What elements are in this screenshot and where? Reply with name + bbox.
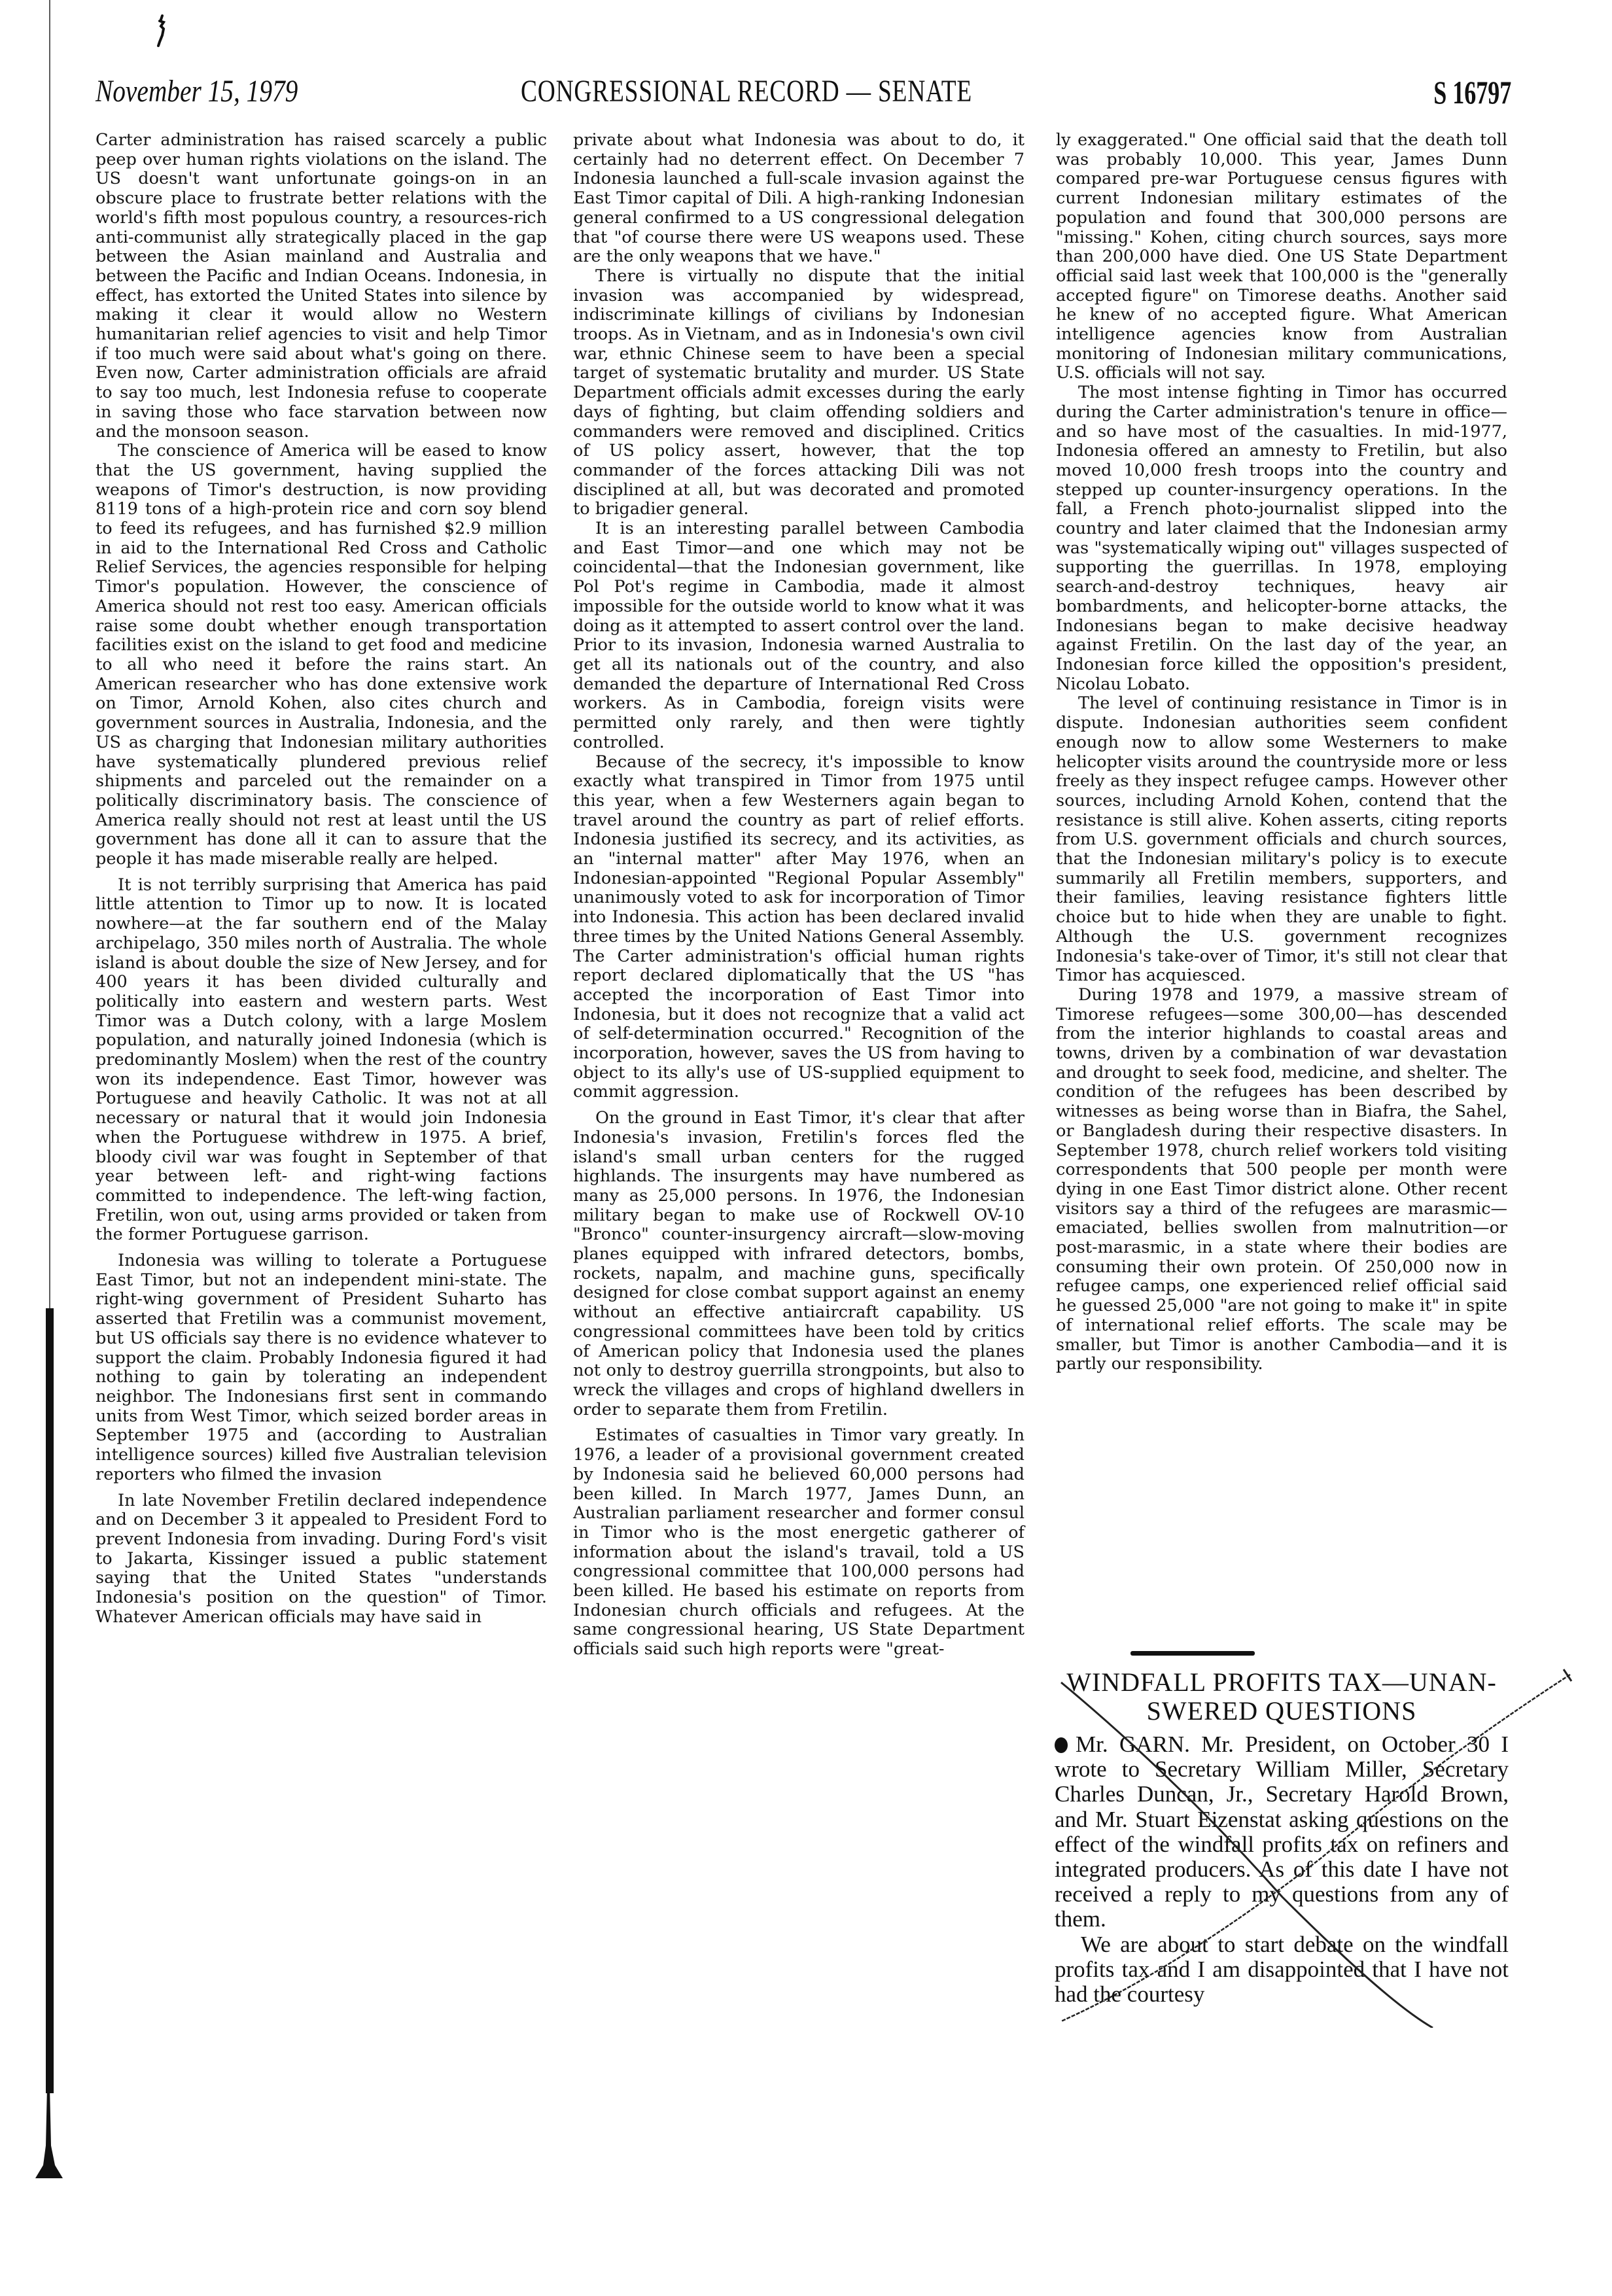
paragraph: In late November Fretilin declared independence and on December 3 it appealed to President Ford to prevent Indonesia from invading. During Ford's visit to Jakarta, Kissinger issued a public statement saying that the United States "understands Indonesia's position on the question" of Timor. Whatever American officials may have said in — [96, 1490, 547, 1627]
header-publication-title: CONGRESSIONAL RECORD — SENATE — [521, 74, 972, 109]
section-separator-rule — [1130, 1651, 1255, 1656]
bullet-icon — [1055, 1737, 1068, 1753]
paragraph: On the ground in East Timor, it's clear that after Indonesia's invasion, Fretilin's forces fled the island's small urban centers for the rugged highlands. The insurgents may have numbered as many as 25,000 persons. In 1976, the Indonesian military began to make use of Rockwell OV-10 "Bronco" counter-insurgency aircraft—slow-moving planes equipped with infrared detectors, bombs, rockets, napalm, and machine guns, specifically designed for close combat support against an enemy without an effective antiaircraft capability. US congressional committees have been told by critics of American policy that Indonesia used the planes not only to destroy guerrilla strongpoints, but also to wreck the villages and crops of highland dwellers in order to separate them from Fretilin. — [573, 1108, 1025, 1419]
section-paragraph — [1055, 1732, 1509, 1932]
paragraph: Carter administration has raised scarcely a public peep over human rights violations on the island. The US doesn't want unfortunate goings-on in an obscure place to frustrate better relations with the world's fifth most populous country, a resources-rich anti-communist ally strategically placed in the gap between the Asian mainland and Australia and between the Pacific and Indian Oceans. Indonesia, in effect, has extorted the United States into silence by making it clear it would allow no Western humanitarian relief agencies to visit and help Timor if too much were said about what's going on there. Even now, Carter administration officials are afraid to say too much, lest Indonesia refuse to cooperate in saving those who face starvation between now and the monsoon season. — [96, 130, 547, 442]
margin-ink-mark-icon — [152, 13, 171, 52]
paragraph: It is an interesting parallel between Cambodia and East Timor—and one which may not be coincidental—that the Indonesian government, like Pol Pot's regime in Cambodia, made it almost impossible for the outside world to know what it was doing as it attempted to assert control over the land. Prior to its invasion, Indonesia warned Australia to get all its nationals out of the country, and also demanded the departure of International Red Cross workers. As in Cambodia, foreign visits were permitted only rarely, and then were tightly controlled. — [573, 519, 1025, 752]
paragraph: It is not terribly surprising that America has paid little attention to Timor up to now. It is located nowhere—at the far southern end of the Malay archipelago, 350 miles north of Australia. The whole island is about double the size of New Jersey, and for 400 years it has been divided culturally and politically into eastern and western parts. West Timor was a Dutch colony, with a large Moslem population, and naturally joined Indonesia (which is predominantly Moslem) when the rest of the country won its independence. East Timor, however was Portuguese and heavily Catholic. It was not at all necessary or natural that it would join Indonesia when the Portuguese withdrew in 1975. A brief, bloody civil war was fought in September of that year between left- and right-wing factions committed to independence. The left-wing faction, Fretilin, won out, using arms provided or taken from the former Portuguese garrison. — [96, 875, 547, 1245]
paragraph: There is virtually no dispute that the initial invasion was accompanied by widespread, indiscriminate killings of civilians by Indonesian troops. As in Vietnam, and as in Indonesia's own civil war, ethnic Chinese seem to have been a special target of systematic brutality and murder. US State Department officials admit excesses during the early days of fighting, but claim offending soldiers and commanders were removed and disciplined. Critics of US policy assert, however, that the top commander of the forces attacking Dili was not disciplined at all, but was decorated and promoted to brigadier general. — [573, 266, 1025, 519]
header-page-number: S 16797 — [1433, 74, 1511, 111]
section-paragraph — [1055, 1932, 1509, 2008]
paragraph: Indonesia was willing to tolerate a Portuguese East Timor, but not an independent mini-state. The right-wing government of President Suharto has asserted that Fretilin was a communist movement, but US officials say there is no evidence whatever to support the claim. Probably Indonesia figured it had nothing to gain by tolerating an independent neighbor. The Indonesians first sent in commando units from West Timor, which seized border areas in September 1975 and (according to Australian intelligence sources) killed five Australian television reporters who filmed the invasion — [96, 1251, 547, 1484]
text-column-middle — [573, 131, 1025, 1660]
binding-edge-mark-icon — [29, 2087, 68, 2185]
paragraph: private about what Indonesia was about to do, it certainly had no deterrent effect. On December 7 Indonesia launched a full-scale invasion against the East Timor capital of Dili. A high-ranking Indonesian general confirmed to a US congressional delegation that "of course there were US weapons used. These are the only weapons that we have." — [573, 130, 1025, 267]
text-column-left — [96, 131, 547, 1627]
paragraph: During 1978 and 1979, a massive stream of Timorese refugees—some 300,00—has descended from the interior highlands to coastal areas and towns, driven by a combination of war devastation and drought to seek food, medicine, and shelter. The condition of the refugees has been described by witnesses as being worse than in Biafra, the Sahel, or Bangladesh during their respective disasters. In September 1978, church relief workers told visiting correspondents that 500 people per month were dying in one East Timor district alone. Other recent visitors say a third of the refugees are marasmic—emaciated, bellies swollen from malnutrition—or post-marasmic, in a state where their bodies are consuming their own protein. Of 250,000 now in refugee camps, one experienced relief official said he guessed 25,000 "are not going to make it" in spite of international relief efforts. The scale may be smaller, but Timor is another Cambodia—and it is partly our responsibility. — [1056, 984, 1507, 1374]
text-column-right — [1056, 131, 1507, 1374]
section-paragraph-text: Mr. GARN. Mr. President, on October 30 I wrote to Secretary William Miller, Secretary Charles Duncan, Jr., Secretary Harold Brown, and Mr. Stuart Eizenstat asking questions on the effect of the windfall profits tax on refiners and integrated producers. As of this date I have not received a reply to my questions from any of them. — [1055, 1731, 1509, 1932]
paragraph: ly exaggerated." One official said that the death toll was probably 10,000. This year, James Dunn compared pre-war Portuguese census figures with current Indonesian military estimates of the population and found that 300,000 persons are "missing." Kohen, citing church sources, says more than 200,000 have died. One US State Department official said last week that 100,000 is the "generally accepted figure" on Timorese deaths. Another said he knew of no accepted figure. What American intelligence agencies know from Australian monitoring of Indonesian military communications, U.S. officials will not say. — [1056, 130, 1507, 383]
paragraph: Estimates of casualties in Timor vary greatly. In 1976, a leader of a provisional government created by Indonesia said he believed 60,000 persons had been killed. In March 1977, James Dunn, an Australian parliament researcher and former consul in Timor who is the most energetic gatherer of information about the island's travail, told a US congressional committee that 100,000 persons had been killed. He based his estimate on reports from Indonesian church officials and refugees. At the same congressional hearing, US State Department officials said such high reports were "great- — [573, 1425, 1025, 1660]
binding-edge-rule — [46, 1308, 54, 2093]
page-header — [96, 73, 1511, 113]
paragraph: The level of continuing resistance in Timor is in dispute. Indonesian authorities seem confident enough now to allow some Westerners to make helicopter visits around the countryside more or less freely as they inspect refugee camps. However other sources, including Arnold Kohen, contend that the resistance is still alive. Kohen asserts, citing reports from U.S. government officials and church sources, that the Indonesian military's policy is to execute summarily all Fretilin members, supporters, and their families, leaving resistance fighters little choice but to hide when they are unable to fight. Although the U.S. government recognizes Indonesia's take-over of Timor, it's still not clear that Timor has acquiesced. — [1056, 693, 1507, 986]
section-heading-line-1: WINDFALL PROFITS TAX—UNAN- — [1066, 1667, 1497, 1697]
section-paragraph-text: We are about to start debate on the windfall profits tax and I am disappointed that I have not had the courtesy — [1055, 1931, 1509, 2008]
paragraph: The most intense fighting in Timor has occurred during the Carter administration's tenure in office—and so have most of the casualties. In mid-1977, Indonesia offered an amnesty to Fretilin, but also moved 10,000 fresh troops into the country and stepped up counter-insurgency operations. In the fall, a French photo-journalist slipped into the country and later claimed that the Indonesian army was "systematically wiping out" villages suspected of supporting the guerrillas. In 1978, employing search-and-destroy techniques, heavy air bombardments, and helicopter-borne attacks, the Indonesians began to make decisive headway against Fretilin. On the last day of the year, an Indonesian force killed the opposition's president, Nicolau Lobato. — [1056, 383, 1507, 694]
paragraph: Because of the secrecy, it's impossible to know exactly what transpired in Timor from 1975 until this year, when a few Westerners again began to travel around the country as part of relief efforts. Indonesia justified its secrecy, and its activities, as an "internal matter" after May 1976, when an Indonesian-appointed "Regional Popular Assembly" unanimously voted to ask for incorporation of Timor into Indonesia. This action has been declared invalid three times by the United Nations General Assembly. The Carter administration's official human rights report declared diplomatically that the US "has accepted the incorporation of East Timor into Indonesia, but it does not recognize that a valid act of self-determination occurred." Recognition of the incorporation, however, saves the US from having to object to its ally's use of US-supplied equipment to commit aggression. — [573, 752, 1025, 1102]
header-date: November 15, 1979 — [96, 74, 298, 109]
section-body — [1055, 1732, 1509, 2007]
section-heading-line-2: SWERED QUESTIONS — [1146, 1696, 1417, 1726]
section-heading — [1055, 1668, 1509, 1726]
paragraph: The conscience of America will be eased to know that the US government, having supplied the weapons of Timor's destruction, is now providing 8119 tons of a high-protein rice and corn soy blend to feed its refugees, and has furnished $2.9 million in aid to the International Red Cross and Catholic Relief Services, the agencies responsible for helping Timor's population. However, the conscience of America should not rest too easy. American officials raise some doubt whether enough transportation facilities exist on the island to get food and medicine to all who need it before the rains start. An American researcher who has done extensive work on Timor, Arnold Kohen, also cites church and government sources in Australia, Indonesia, and the US as charging that Indonesian military authorities have systematically plundered previous relief shipments and parceled out the remainder on a politically discriminatory basis. The conscience of America really should not rest at least until the US government has done all it can to assure that the people it has made miserable really are helped. — [96, 441, 547, 869]
